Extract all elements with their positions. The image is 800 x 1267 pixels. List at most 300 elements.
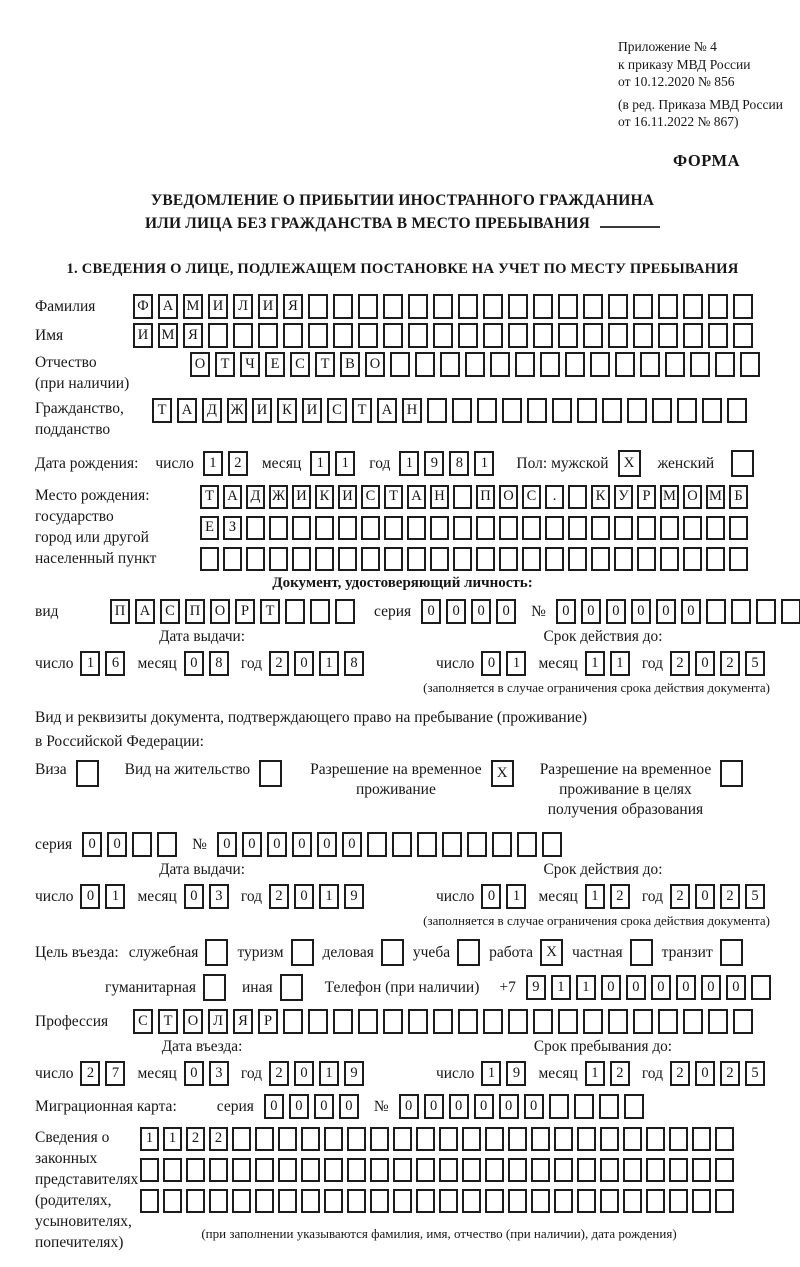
form-cell[interactable] [677,398,697,423]
form-cell[interactable]: О [365,352,385,377]
sex-female-checkbox[interactable] [731,450,754,477]
purpose-study-checkbox[interactable] [457,939,480,966]
form-cell[interactable]: 0 [651,975,671,1000]
form-cell[interactable]: 0 [626,975,646,1000]
form-cell[interactable] [315,516,334,540]
form-cell[interactable] [568,485,587,509]
form-cell[interactable] [132,832,152,857]
form-cell[interactable] [565,352,585,377]
form-cell[interactable]: 1 [203,451,223,476]
form-cell[interactable]: 2 [209,1127,228,1151]
form-cell[interactable] [324,1189,343,1213]
form-cell[interactable] [292,516,311,540]
form-cell[interactable] [545,547,564,571]
form-cell[interactable]: Н [402,398,422,423]
form-cell[interactable]: Б [729,485,748,509]
form-cell[interactable]: 0 [342,832,362,857]
form-cell[interactable]: К [277,398,297,423]
form-cell[interactable] [255,1127,274,1151]
form-cell[interactable]: 1 [319,651,339,676]
form-cell[interactable]: С [290,352,310,377]
form-cell[interactable]: 2 [228,451,248,476]
form-cell[interactable] [706,599,726,624]
form-cell[interactable]: 0 [80,884,100,909]
form-cell[interactable] [384,516,403,540]
form-cell[interactable] [583,294,603,319]
form-cell[interactable] [558,294,578,319]
form-cell[interactable] [552,398,572,423]
form-cell[interactable] [669,1127,688,1151]
form-cell[interactable] [301,1189,320,1213]
form-cell[interactable] [683,1009,703,1034]
form-cell[interactable] [499,516,518,540]
form-cell[interactable] [614,547,633,571]
form-cell[interactable]: Р [258,1009,278,1034]
form-cell[interactable] [358,1009,378,1034]
form-cell[interactable] [531,1127,550,1151]
form-cell[interactable]: Ж [227,398,247,423]
form-cell[interactable]: 1 [481,1061,501,1086]
form-cell[interactable]: 0 [184,884,204,909]
form-cell[interactable]: 8 [449,451,469,476]
form-cell[interactable] [740,352,760,377]
form-cell[interactable] [600,1127,619,1151]
form-cell[interactable] [531,1189,550,1213]
form-cell[interactable]: 9 [344,1061,364,1086]
form-cell[interactable] [531,1158,550,1182]
form-cell[interactable]: 0 [481,651,501,676]
form-cell[interactable]: 0 [681,599,701,624]
form-cell[interactable] [292,547,311,571]
form-cell[interactable]: 9 [424,451,444,476]
form-cell[interactable] [367,832,387,857]
form-cell[interactable]: А [135,599,155,624]
form-cell[interactable] [393,1189,412,1213]
form-cell[interactable] [361,547,380,571]
form-cell[interactable]: 1 [474,451,494,476]
form-cell[interactable] [453,547,472,571]
form-cell[interactable] [690,352,710,377]
form-cell[interactable] [258,323,278,348]
form-cell[interactable] [729,547,748,571]
form-cell[interactable] [715,1189,734,1213]
form-cell[interactable]: 0 [264,1094,284,1119]
form-cell[interactable]: 2 [269,884,289,909]
form-cell[interactable]: 7 [105,1061,125,1086]
form-cell[interactable]: 0 [695,884,715,909]
form-cell[interactable]: 1 [310,451,330,476]
form-cell[interactable] [522,547,541,571]
form-cell[interactable]: В [340,352,360,377]
form-cell[interactable] [415,352,435,377]
form-cell[interactable]: Д [202,398,222,423]
form-cell[interactable] [370,1158,389,1182]
form-cell[interactable] [467,832,487,857]
form-cell[interactable] [660,516,679,540]
form-cell[interactable] [430,516,449,540]
form-cell[interactable]: 2 [670,651,690,676]
form-cell[interactable] [706,547,725,571]
form-cell[interactable] [301,1158,320,1182]
form-cell[interactable] [407,516,426,540]
form-cell[interactable]: И [302,398,322,423]
form-cell[interactable] [590,352,610,377]
form-cell[interactable] [452,398,472,423]
form-cell[interactable] [540,352,560,377]
form-cell[interactable] [483,1009,503,1034]
form-cell[interactable] [692,1189,711,1213]
form-cell[interactable]: 0 [449,1094,469,1119]
form-cell[interactable]: Т [352,398,372,423]
form-cell[interactable] [715,352,735,377]
form-cell[interactable]: Т [215,352,235,377]
form-cell[interactable]: 0 [474,1094,494,1119]
form-cell[interactable] [333,323,353,348]
form-cell[interactable] [558,1009,578,1034]
form-cell[interactable]: К [315,485,334,509]
form-cell[interactable] [640,352,660,377]
form-cell[interactable]: 0 [481,884,501,909]
form-cell[interactable] [646,1158,665,1182]
form-cell[interactable] [665,352,685,377]
form-cell[interactable] [465,352,485,377]
form-cell[interactable] [453,516,472,540]
form-cell[interactable] [140,1189,159,1213]
form-cell[interactable]: М [660,485,679,509]
form-cell[interactable] [533,323,553,348]
form-cell[interactable]: 0 [424,1094,444,1119]
form-cell[interactable]: 0 [339,1094,359,1119]
form-cell[interactable] [458,323,478,348]
form-cell[interactable] [462,1127,481,1151]
form-cell[interactable]: 0 [726,975,746,1000]
form-cell[interactable] [733,294,753,319]
form-cell[interactable]: 1 [506,651,526,676]
form-cell[interactable] [515,352,535,377]
form-cell[interactable] [583,1009,603,1034]
form-cell[interactable] [383,323,403,348]
form-cell[interactable] [433,1009,453,1034]
form-cell[interactable] [301,1127,320,1151]
form-cell[interactable] [692,1127,711,1151]
form-cell[interactable] [669,1189,688,1213]
form-cell[interactable]: Т [200,485,219,509]
form-cell[interactable] [683,547,702,571]
form-cell[interactable]: 0 [294,651,314,676]
form-cell[interactable]: А [407,485,426,509]
form-cell[interactable] [508,323,528,348]
form-cell[interactable] [708,294,728,319]
form-cell[interactable] [453,485,472,509]
form-cell[interactable]: О [683,485,702,509]
form-cell[interactable]: Т [384,485,403,509]
form-cell[interactable]: 1 [585,651,605,676]
form-cell[interactable] [633,294,653,319]
form-cell[interactable] [652,398,672,423]
form-cell[interactable] [608,1009,628,1034]
form-cell[interactable] [715,1127,734,1151]
form-cell[interactable]: 0 [421,599,441,624]
form-cell[interactable]: 0 [294,1061,314,1086]
temp-residence-checkbox[interactable]: X [491,760,514,787]
form-cell[interactable] [508,1158,527,1182]
form-cell[interactable] [683,294,703,319]
form-cell[interactable]: З [223,516,242,540]
form-cell[interactable] [485,1189,504,1213]
form-cell[interactable] [751,975,771,1000]
form-cell[interactable] [706,516,725,540]
form-cell[interactable] [458,294,478,319]
form-cell[interactable] [574,1094,594,1119]
form-cell[interactable]: 2 [186,1127,205,1151]
form-cell[interactable]: 0 [656,599,676,624]
form-cell[interactable]: Д [246,485,265,509]
form-cell[interactable]: Р [637,485,656,509]
form-cell[interactable] [392,832,412,857]
form-cell[interactable]: О [183,1009,203,1034]
form-cell[interactable]: С [327,398,347,423]
form-cell[interactable]: 1 [576,975,596,1000]
purpose-business-checkbox[interactable] [381,939,404,966]
form-cell[interactable] [477,398,497,423]
form-cell[interactable] [485,1127,504,1151]
form-cell[interactable] [383,294,403,319]
form-cell[interactable]: 0 [524,1094,544,1119]
form-cell[interactable] [577,1158,596,1182]
form-cell[interactable]: 6 [105,651,125,676]
form-cell[interactable] [715,1158,734,1182]
form-cell[interactable]: Т [158,1009,178,1034]
form-cell[interactable] [727,398,747,423]
form-cell[interactable] [333,294,353,319]
form-cell[interactable] [358,323,378,348]
form-cell[interactable]: Т [152,398,172,423]
form-cell[interactable] [533,1009,553,1034]
form-cell[interactable]: 1 [105,884,125,909]
form-cell[interactable]: М [706,485,725,509]
form-cell[interactable]: А [223,485,242,509]
form-cell[interactable] [232,1158,251,1182]
form-cell[interactable] [533,294,553,319]
form-cell[interactable]: 9 [344,884,364,909]
purpose-official-checkbox[interactable] [205,939,228,966]
form-cell[interactable] [568,547,587,571]
form-cell[interactable]: 5 [745,1061,765,1086]
form-cell[interactable]: 1 [399,451,419,476]
form-cell[interactable] [502,398,522,423]
form-cell[interactable]: 1 [319,1061,339,1086]
form-cell[interactable] [614,516,633,540]
form-cell[interactable]: 8 [209,651,229,676]
form-cell[interactable] [278,1127,297,1151]
form-cell[interactable] [492,832,512,857]
form-cell[interactable] [733,1009,753,1034]
form-cell[interactable] [545,516,564,540]
form-cell[interactable]: Я [183,323,203,348]
form-cell[interactable] [338,516,357,540]
form-cell[interactable] [637,547,656,571]
form-cell[interactable]: 0 [446,599,466,624]
form-cell[interactable] [490,352,510,377]
form-cell[interactable] [633,323,653,348]
form-cell[interactable] [416,1158,435,1182]
form-cell[interactable] [209,1189,228,1213]
form-cell[interactable] [310,599,330,624]
form-cell[interactable] [458,1009,478,1034]
form-cell[interactable]: П [476,485,495,509]
form-cell[interactable] [408,1009,428,1034]
form-cell[interactable]: 1 [335,451,355,476]
form-cell[interactable] [408,294,428,319]
form-cell[interactable]: 0 [601,975,621,1000]
form-cell[interactable] [624,1094,644,1119]
form-cell[interactable] [433,294,453,319]
form-cell[interactable]: 8 [344,651,364,676]
form-cell[interactable] [485,1158,504,1182]
form-cell[interactable]: 0 [581,599,601,624]
form-cell[interactable] [370,1127,389,1151]
form-cell[interactable]: Л [233,294,253,319]
form-cell[interactable] [383,1009,403,1034]
form-cell[interactable]: 2 [610,884,630,909]
form-cell[interactable]: 0 [184,1061,204,1086]
form-cell[interactable] [660,547,679,571]
form-cell[interactable]: 0 [695,1061,715,1086]
form-cell[interactable]: 0 [184,651,204,676]
form-cell[interactable] [623,1127,642,1151]
purpose-tourism-checkbox[interactable] [291,939,314,966]
form-cell[interactable] [729,516,748,540]
form-cell[interactable] [522,516,541,540]
form-cell[interactable]: 0 [676,975,696,1000]
form-cell[interactable] [483,323,503,348]
form-cell[interactable] [390,352,410,377]
form-cell[interactable]: С [361,485,380,509]
form-cell[interactable] [508,1189,527,1213]
purpose-other-checkbox[interactable] [280,974,303,1001]
form-cell[interactable]: 2 [610,1061,630,1086]
form-cell[interactable]: 2 [670,1061,690,1086]
purpose-work-checkbox[interactable]: X [540,939,563,966]
form-cell[interactable] [347,1189,366,1213]
purpose-humanitarian-checkbox[interactable] [203,974,226,1001]
form-cell[interactable] [702,398,722,423]
form-cell[interactable] [163,1158,182,1182]
form-cell[interactable] [591,547,610,571]
form-cell[interactable] [591,516,610,540]
form-cell[interactable] [433,323,453,348]
form-cell[interactable]: С [160,599,180,624]
form-cell[interactable]: И [208,294,228,319]
form-cell[interactable]: У [614,485,633,509]
form-cell[interactable]: К [591,485,610,509]
form-cell[interactable] [476,516,495,540]
form-cell[interactable]: 1 [140,1127,159,1151]
form-cell[interactable]: 0 [399,1094,419,1119]
form-cell[interactable] [683,323,703,348]
form-cell[interactable] [208,323,228,348]
form-cell[interactable] [416,1189,435,1213]
form-cell[interactable] [708,323,728,348]
form-cell[interactable]: Л [208,1009,228,1034]
form-cell[interactable]: О [190,352,210,377]
form-cell[interactable] [324,1127,343,1151]
form-cell[interactable] [255,1189,274,1213]
form-cell[interactable] [163,1189,182,1213]
form-cell[interactable] [608,323,628,348]
form-cell[interactable] [439,1189,458,1213]
form-cell[interactable] [308,1009,328,1034]
form-cell[interactable] [442,832,462,857]
form-cell[interactable]: 2 [720,884,740,909]
form-cell[interactable] [646,1189,665,1213]
form-cell[interactable] [232,1189,251,1213]
residence-permit-checkbox[interactable] [259,760,282,787]
form-cell[interactable] [315,547,334,571]
form-cell[interactable]: О [210,599,230,624]
form-cell[interactable]: 1 [506,884,526,909]
form-cell[interactable]: Т [260,599,280,624]
form-cell[interactable] [731,599,751,624]
form-cell[interactable] [417,832,437,857]
form-cell[interactable] [602,398,622,423]
form-cell[interactable]: 1 [610,651,630,676]
form-cell[interactable]: 0 [701,975,721,1000]
form-cell[interactable] [658,294,678,319]
form-cell[interactable] [577,398,597,423]
form-cell[interactable]: 1 [163,1127,182,1151]
form-cell[interactable]: Я [233,1009,253,1034]
form-cell[interactable] [140,1158,159,1182]
form-cell[interactable] [440,352,460,377]
form-cell[interactable] [308,323,328,348]
form-cell[interactable]: Е [265,352,285,377]
form-cell[interactable]: 0 [496,599,516,624]
form-cell[interactable] [733,323,753,348]
form-cell[interactable]: 9 [506,1061,526,1086]
form-cell[interactable] [637,516,656,540]
form-cell[interactable]: 0 [267,832,287,857]
form-cell[interactable] [285,599,305,624]
form-cell[interactable] [269,547,288,571]
form-cell[interactable] [278,1189,297,1213]
form-cell[interactable] [283,1009,303,1034]
form-cell[interactable]: 3 [209,1061,229,1086]
form-cell[interactable]: 2 [720,651,740,676]
form-cell[interactable] [324,1158,343,1182]
form-cell[interactable]: С [522,485,541,509]
form-cell[interactable] [554,1158,573,1182]
form-cell[interactable]: Ч [240,352,260,377]
form-cell[interactable] [439,1158,458,1182]
form-cell[interactable] [623,1158,642,1182]
form-cell[interactable]: 1 [319,884,339,909]
form-cell[interactable] [781,599,800,624]
form-cell[interactable]: 0 [107,832,127,857]
form-cell[interactable] [283,323,303,348]
form-cell[interactable]: И [292,485,311,509]
form-cell[interactable] [223,547,242,571]
form-cell[interactable]: 0 [499,1094,519,1119]
form-cell[interactable]: И [338,485,357,509]
form-cell[interactable] [186,1158,205,1182]
form-cell[interactable] [347,1127,366,1151]
form-cell[interactable] [269,516,288,540]
form-cell[interactable] [407,547,426,571]
form-cell[interactable] [209,1158,228,1182]
form-cell[interactable]: 1 [585,884,605,909]
form-cell[interactable] [577,1127,596,1151]
